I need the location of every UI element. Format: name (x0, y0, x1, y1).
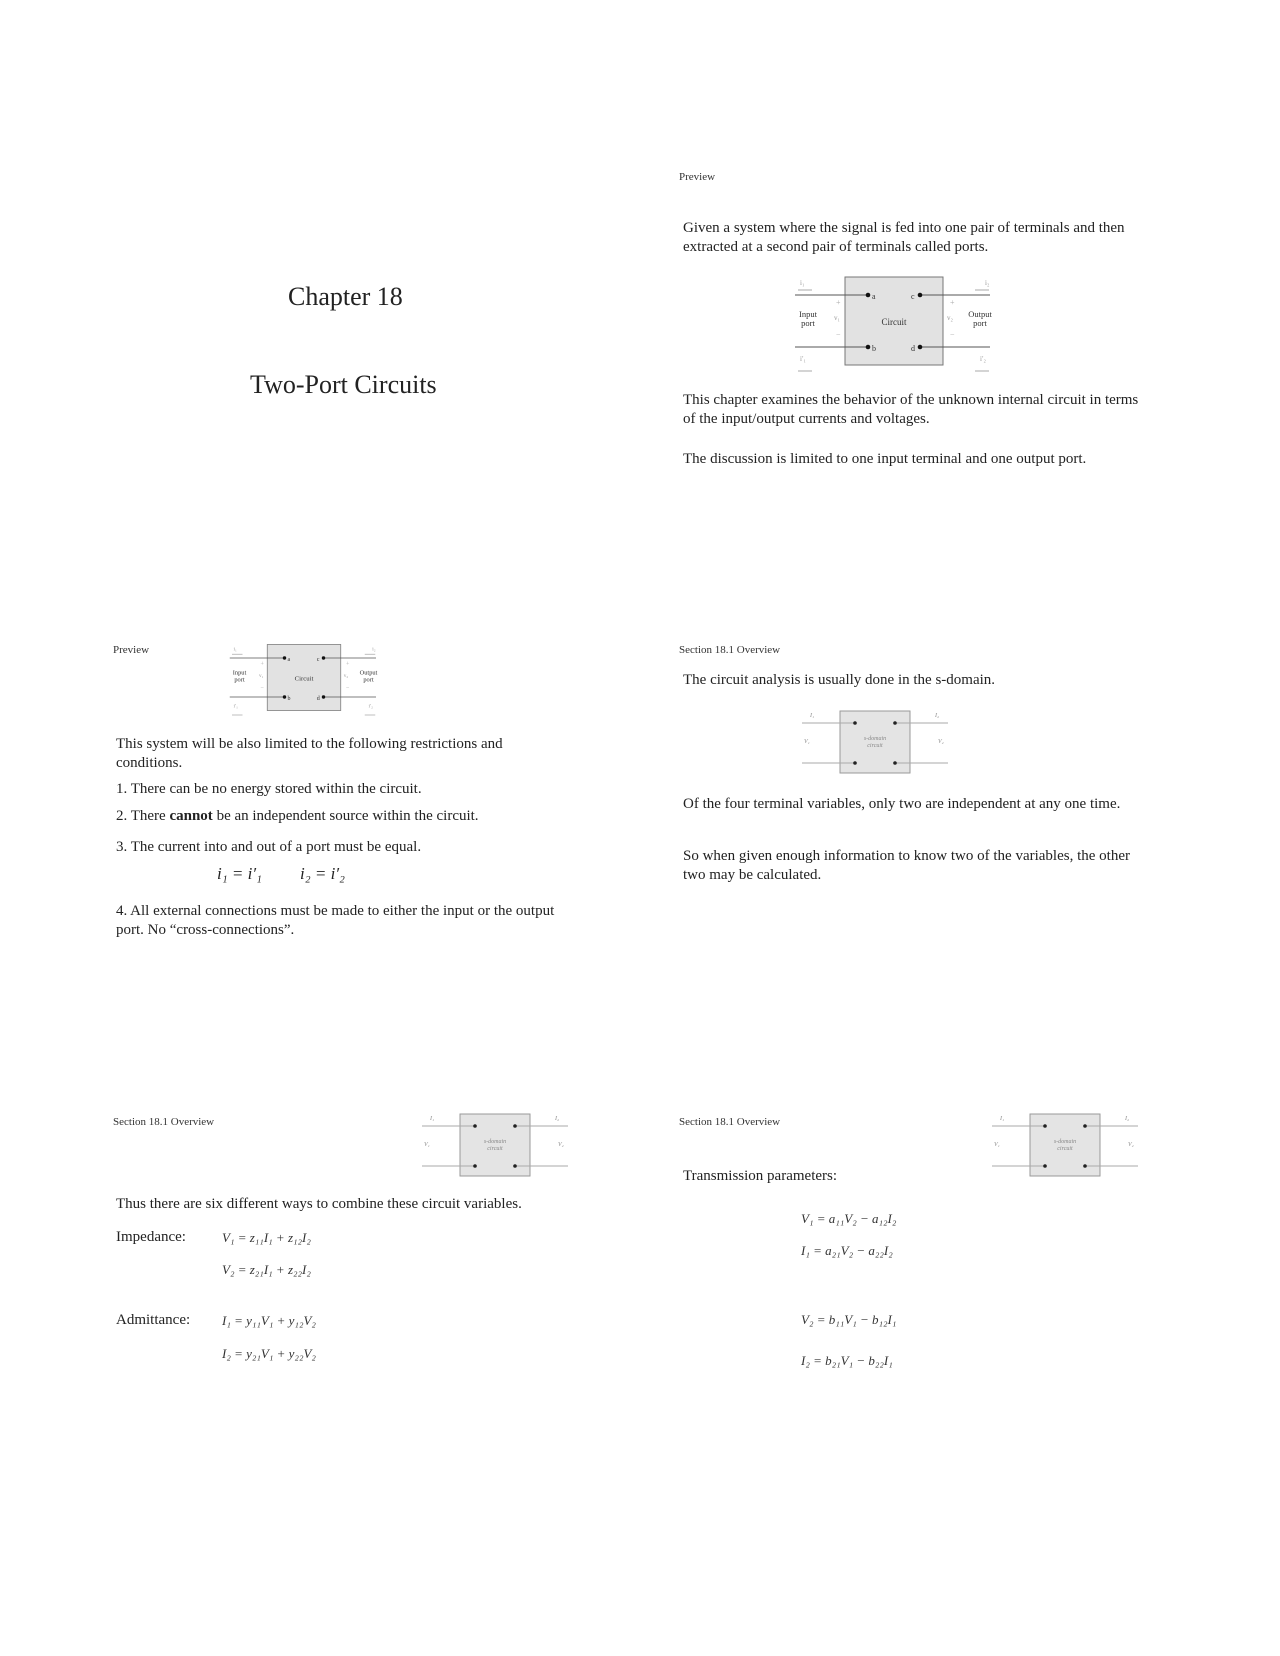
plus-sign: + (836, 298, 841, 307)
circuit-box (1030, 1114, 1100, 1176)
terminal-dot (513, 1164, 517, 1168)
admittance-label: Admittance: (116, 1312, 191, 1328)
item-number: 3. (116, 839, 128, 855)
current-label-I1: I₁ (1000, 1116, 1005, 1122)
current-label-I1: I₁ (810, 713, 815, 719)
input-port-label: Input (232, 669, 247, 677)
voltage-label-v2: v₂ (343, 672, 349, 679)
voltage-label-V2: V₂ (558, 1142, 564, 1148)
terminal-label-a: a (287, 657, 291, 663)
item-number: 1. (116, 781, 128, 797)
impedance-label: Impedance: (116, 1229, 186, 1245)
slide-paragraph: Thus there are six different ways to combine these circuit variables. (116, 1196, 522, 1212)
equation: i₂ = i′₂ (300, 864, 345, 883)
two-port-diagram (226, 643, 391, 721)
terminal-label-a: a (872, 292, 876, 301)
output-port-label: port (973, 318, 987, 328)
diagram-svg (990, 1110, 1140, 1182)
minus-sign: − (346, 685, 350, 692)
terminal-dot (473, 1164, 477, 1168)
input-port-label: port (801, 318, 815, 328)
terminal-dot (1043, 1124, 1047, 1128)
terminal-dot (473, 1124, 477, 1128)
s-domain-label: circuit (487, 1146, 503, 1152)
item-text: There (130, 808, 170, 824)
s-domain-label: circuit (1057, 1146, 1073, 1152)
s-domain-label: circuit (867, 743, 883, 749)
terminal-dot (1083, 1124, 1087, 1128)
output-port-label: port (363, 676, 374, 684)
terminal-dot (893, 721, 897, 725)
equation: i₁ = i′₁ (217, 864, 262, 883)
slide-paragraph: Transmission parameters: (683, 1168, 838, 1184)
slide-paragraph: This system will be also limited to the following restrictions and conditions. (116, 736, 503, 771)
minus-sign: − (260, 685, 264, 692)
equation: V₂ = b₁₁V₁ − b₁₂I₁ (801, 1312, 897, 1327)
slide-paragraph: This chapter examines the behavior of the unknown internal circuit in terms of the input/output currents and voltages. (683, 392, 1139, 427)
slide-header: Preview (679, 171, 716, 183)
voltage-label-V2: V₂ (938, 739, 944, 745)
slide-paragraph: The circuit analysis is usually done in the s-domain. (683, 672, 996, 688)
equation: I₂ = b₂₁V₁ − b₂₂I₁ (801, 1353, 893, 1368)
slide-paragraph: Given a system where the signal is fed into one pair of terminals and then extracted at a second pair of terminals called ports. (683, 220, 1125, 255)
equation: V₁ = z₁₁I₁ + z₁₂I₂ (222, 1230, 311, 1245)
circuit-label: Circuit (881, 317, 907, 327)
slide-paragraph: The discussion is limited to one input terminal and one output port. (683, 451, 1087, 467)
current-label-i2: i₂ (985, 279, 990, 287)
terminal-dot (322, 656, 325, 659)
terminal-dot (853, 761, 857, 765)
circuit-box (840, 711, 910, 773)
voltage-label-v2: v₂ (947, 314, 953, 322)
current-label-I2: I₂ (1125, 1116, 1130, 1122)
voltage-label-V1: V₁ (994, 1142, 1000, 1148)
slide-header: Section 18.1 Overview (113, 1116, 215, 1128)
item-text: There can be no energy stored within the circuit. (130, 781, 422, 797)
current-label-I2: I₂ (935, 713, 940, 719)
current-label-i2: i₂ (372, 646, 376, 653)
restriction-item (116, 838, 421, 857)
s-domain-diagram (990, 1110, 1140, 1182)
terminal-dot (283, 695, 286, 698)
restriction-item (116, 780, 422, 799)
voltage-label-v1: v₁ (259, 672, 264, 679)
s-domain-diagram (420, 1110, 570, 1182)
terminal-dot (513, 1124, 517, 1128)
terminal-dot (918, 345, 923, 350)
plus-sign: + (260, 661, 264, 668)
item-text: The current into and out of a port must be equal. (130, 839, 422, 855)
terminal-label-b: b (872, 344, 876, 353)
voltage-label-V2: V₂ (1128, 1142, 1134, 1148)
voltage-label-v1: v₁ (834, 314, 840, 322)
terminal-dot (853, 721, 857, 725)
terminal-label-b: b (287, 696, 291, 702)
current-label-i2-prime: i′₂ (980, 355, 986, 363)
terminal-label-d: d (316, 696, 320, 702)
item-text: be an independent source within the circuit. (212, 808, 479, 824)
current-label-I1: I₁ (430, 1116, 435, 1122)
circuit-label: Circuit (294, 675, 314, 683)
chapter-number: Chapter 18 (288, 282, 403, 311)
terminal-label-d: d (911, 344, 915, 353)
terminal-label-c: c (911, 292, 915, 301)
slide-header: Section 18.1 Overview (679, 1116, 781, 1128)
terminal-dot (1043, 1164, 1047, 1168)
restriction-item: 4. All external connections must be made to either the input or the output port. No “cross-connections”. (116, 903, 555, 938)
current-label-i1-prime: i′₁ (800, 355, 806, 363)
current-label-i1: i₁ (233, 646, 237, 653)
restriction-item (116, 807, 479, 826)
terminal-dot (1083, 1164, 1087, 1168)
minus-sign: − (836, 330, 841, 339)
diagram-svg (790, 275, 1010, 379)
terminal-dot (866, 345, 871, 350)
terminal-dot (322, 695, 325, 698)
input-port-label: Input (799, 309, 817, 319)
plus-sign: + (950, 298, 955, 307)
output-port-label: Output (968, 309, 992, 319)
input-port-label: port (234, 676, 245, 684)
item-number: 2. (116, 808, 128, 824)
chapter-title: Two-Port Circuits (250, 370, 437, 399)
diagram-svg (226, 643, 391, 721)
current-label-i1-prime: i′₁ (233, 703, 238, 710)
current-label-I2: I₂ (555, 1116, 560, 1122)
equation: V₂ = z₂₁I₁ + z₂₂I₂ (222, 1262, 311, 1277)
slide-header: Preview (113, 644, 150, 656)
terminal-label-c: c (316, 657, 320, 663)
equation: I₁ = y₁₁V₁ + y₁₂V₂ (222, 1313, 316, 1328)
item-emphasis: cannot (169, 808, 213, 824)
slide-paragraph: Of the four terminal variables, only two are independent at any one time. (683, 796, 1121, 812)
voltage-label-V1: V₁ (804, 739, 810, 745)
slide-paragraph: So when given enough information to know two of the variables, the other two may be calculated. (683, 848, 1130, 883)
output-port-label: Output (359, 669, 378, 677)
diagram-svg (420, 1110, 570, 1182)
current-label-i2-prime: i′₂ (368, 703, 373, 710)
two-port-diagram (790, 275, 1010, 379)
terminal-dot (918, 293, 923, 298)
s-domain-label: s-domain (1053, 1139, 1077, 1145)
s-domain-label: s-domain (863, 736, 887, 742)
terminal-dot (893, 761, 897, 765)
terminal-dot (866, 293, 871, 298)
equation: I₂ = y₂₁V₁ + y₂₂V₂ (222, 1346, 316, 1361)
minus-sign: − (950, 330, 955, 339)
terminal-dot (283, 656, 286, 659)
slide-header: Section 18.1 Overview (679, 644, 781, 656)
diagram-svg (800, 707, 950, 779)
equation: I₁ = a₂₁V₂ − a₂₂I₂ (801, 1243, 893, 1258)
voltage-label-V1: V₁ (424, 1142, 430, 1148)
s-domain-label: s-domain (483, 1139, 507, 1145)
equation: V₁ = a₁₁V₂ − a₁₂I₂ (801, 1211, 897, 1226)
circuit-box (460, 1114, 530, 1176)
s-domain-diagram (800, 707, 950, 779)
current-label-i1: i₁ (800, 279, 805, 287)
plus-sign: + (346, 661, 350, 668)
